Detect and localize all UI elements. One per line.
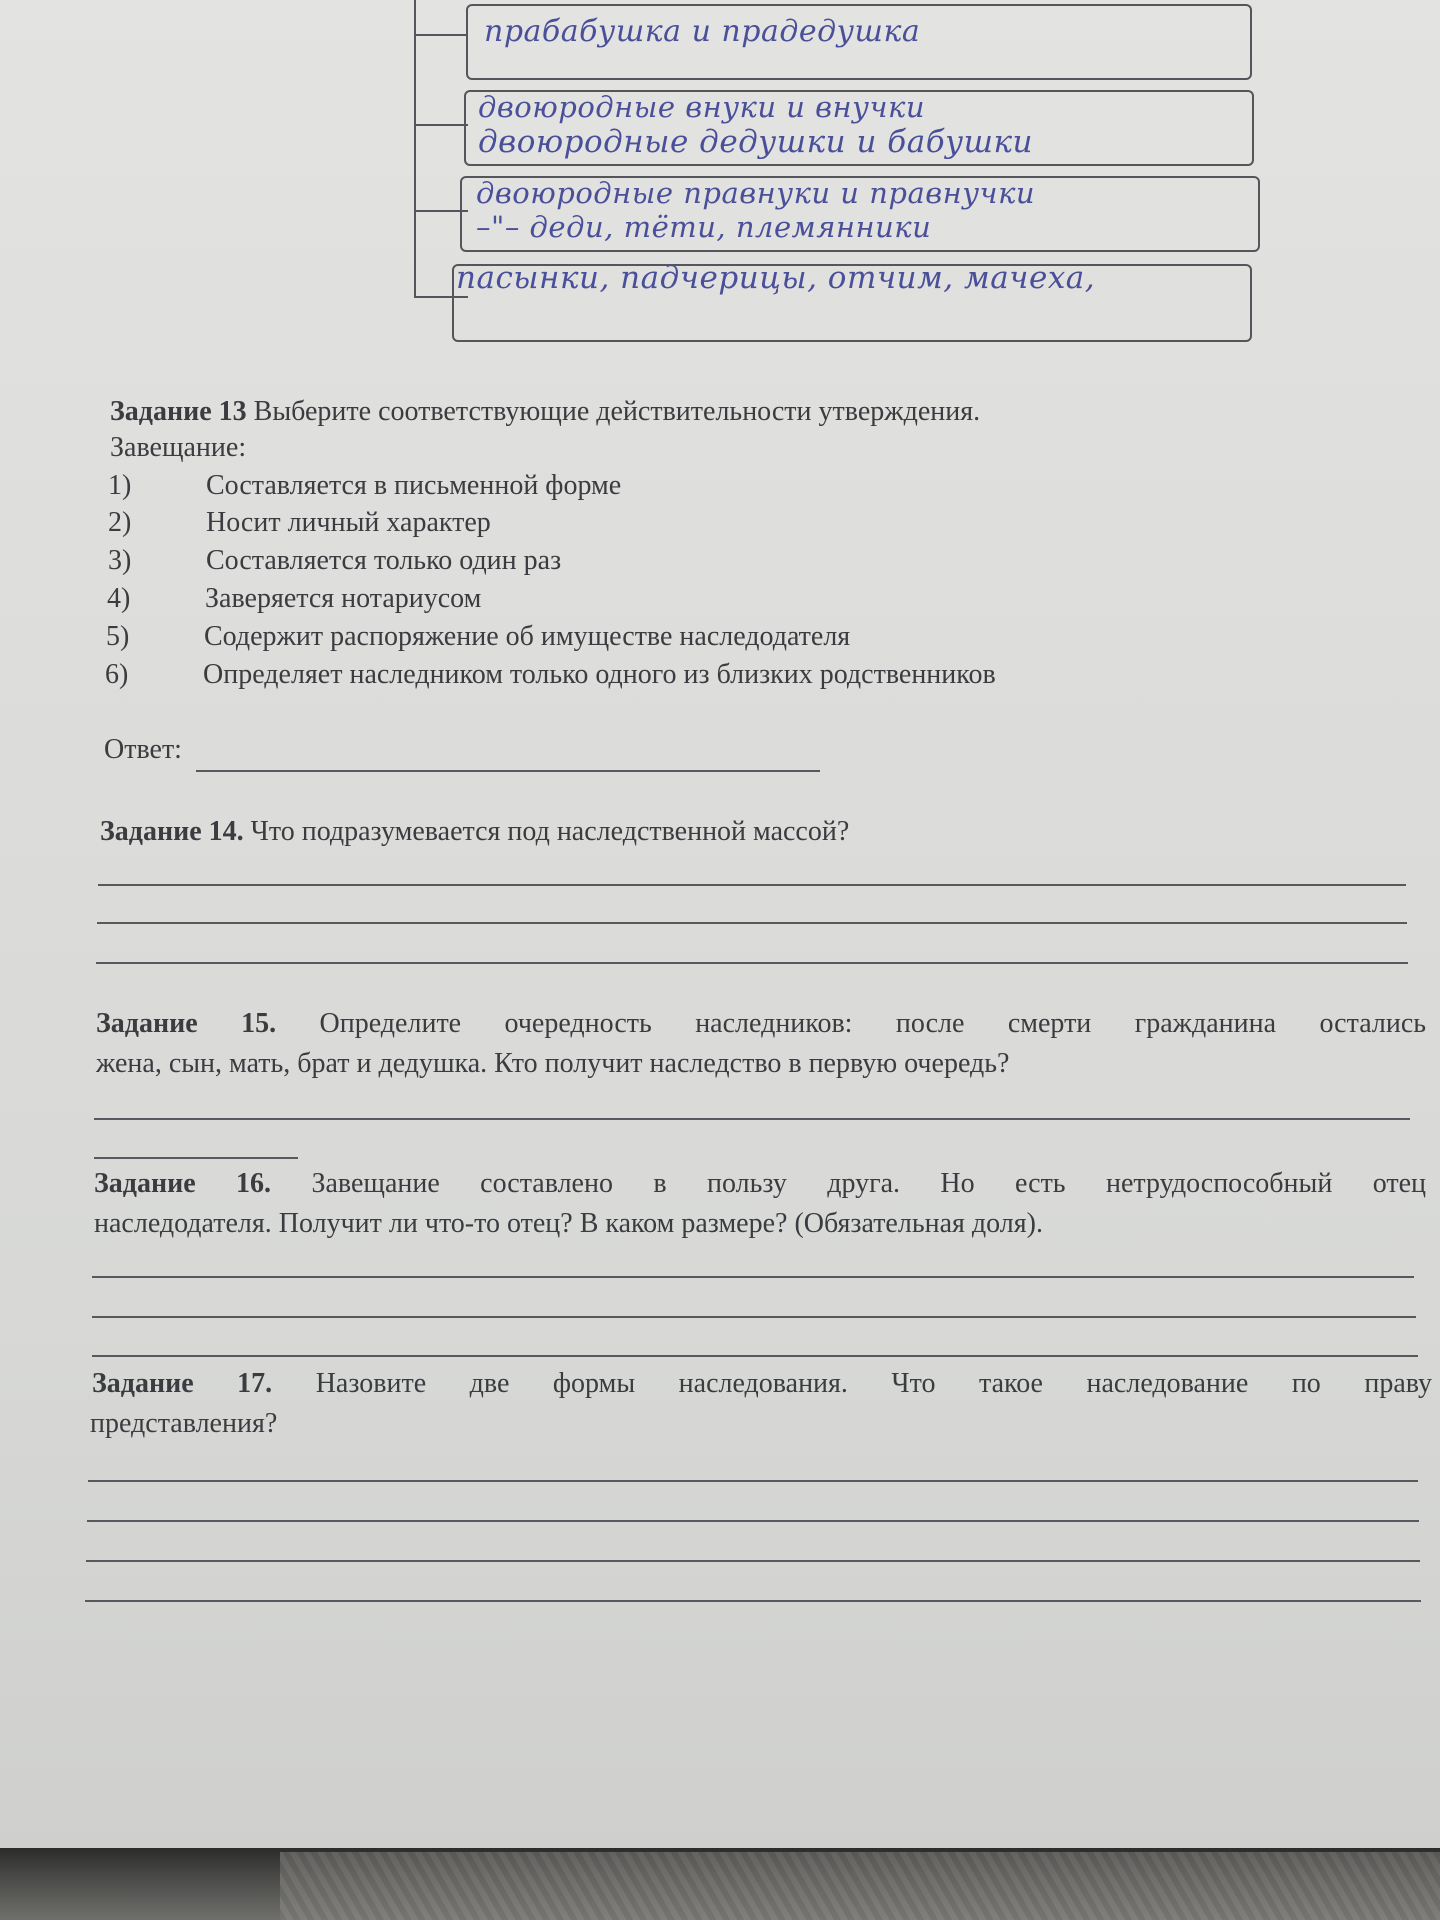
handwritten-entry: двоюродные правнуки и правнучки: [476, 176, 1036, 210]
task-15-label: Задание 15.: [96, 1008, 277, 1039]
answer-line[interactable]: [94, 1118, 1410, 1120]
option-number: 5): [106, 621, 130, 652]
answer-line[interactable]: [88, 1480, 1418, 1482]
handwritten-entry: –"– деди, тёти, племянники: [476, 210, 932, 244]
tree-branch: [414, 34, 468, 36]
tree-box-4: [452, 260, 1252, 342]
handwritten-entry: двоюродные внуки и внучки: [478, 90, 926, 124]
answer-line[interactable]: [92, 1276, 1414, 1278]
answer-line[interactable]: [92, 1316, 1416, 1318]
option-text: Составляется в письменной форме: [206, 470, 622, 501]
answer-line[interactable]: [97, 922, 1407, 924]
handwritten-entry: прабабушка и прадедушка: [484, 14, 921, 49]
task-15-text-1: Определите очередность наследников: после смерти гражданина остались: [319, 1008, 1427, 1039]
option-text: Носит личный характер: [206, 507, 491, 538]
task-15-text-2: жена, сын, мать, брат и дедушка. Кто получит наследство в первую очередь?: [96, 1048, 1010, 1079]
task-13-heading: [110, 396, 980, 428]
task-16-text-1: Завещание составлено в пользу друга. Но есть нетрудоспособный отец: [311, 1168, 1427, 1199]
answer-line[interactable]: [196, 770, 820, 772]
task-16-label: Задание 16.: [94, 1168, 272, 1199]
option-number: 3): [108, 545, 132, 576]
answer-line[interactable]: [87, 1520, 1419, 1522]
tree-box-1: [466, 4, 1252, 80]
tree-box-3: [460, 176, 1260, 252]
task-17-line-1: [92, 1368, 1432, 1400]
task-17-text-2: представления?: [90, 1408, 278, 1439]
handwritten-entry: двоюродные дедушки и бабушки: [478, 124, 1033, 160]
task-13-question: Выберите соответствующие действительности утверждения.: [253, 396, 981, 427]
answer-line[interactable]: [86, 1560, 1420, 1562]
option-number: 4): [107, 583, 131, 614]
task-14-label: Задание 14.: [100, 816, 244, 847]
task-16-text-2: наследодателя. Получит ли что-то отец? В каком размере? (Обязательная доля).: [94, 1208, 1043, 1239]
task-17-label: Задание 17.: [92, 1368, 273, 1399]
task-14-heading: [100, 816, 849, 848]
handwritten-entry: пасынки, падчерицы, отчим, мачеха,: [456, 260, 1096, 296]
answer-line[interactable]: [85, 1600, 1421, 1602]
answer-line[interactable]: [92, 1355, 1418, 1357]
answer-line[interactable]: [98, 884, 1406, 886]
option-text: Определяет наследником только одного из близких родственников: [203, 659, 996, 690]
option-number: 2): [108, 507, 132, 538]
answer-line[interactable]: [96, 962, 1408, 964]
option-text: Составляется только один раз: [206, 545, 562, 576]
background-surface: [280, 1852, 1440, 1920]
task-13-subject: Завещание:: [110, 432, 247, 463]
answer-line[interactable]: [94, 1157, 298, 1159]
option-text: Содержит распоряжение об имуществе наследодателя: [204, 621, 851, 652]
option-number: 6): [105, 659, 129, 690]
answer-label: Ответ:: [104, 734, 182, 765]
task-17-text-1: Назовите две формы наследования. Что такое наследование по праву: [315, 1368, 1433, 1399]
task-16-line-1: [94, 1168, 1426, 1200]
task-13-label: Задание 13: [110, 396, 247, 427]
tree-trunk-line: [414, 0, 416, 298]
tree-box-2: [464, 90, 1254, 166]
tree-branch: [414, 124, 468, 126]
option-text: Заверяется нотариусом: [205, 583, 482, 614]
option-number: 1): [108, 470, 132, 501]
task-14-question: Что подразумевается под наследственной массой?: [250, 816, 850, 847]
task-15-line-1: [96, 1008, 1426, 1040]
